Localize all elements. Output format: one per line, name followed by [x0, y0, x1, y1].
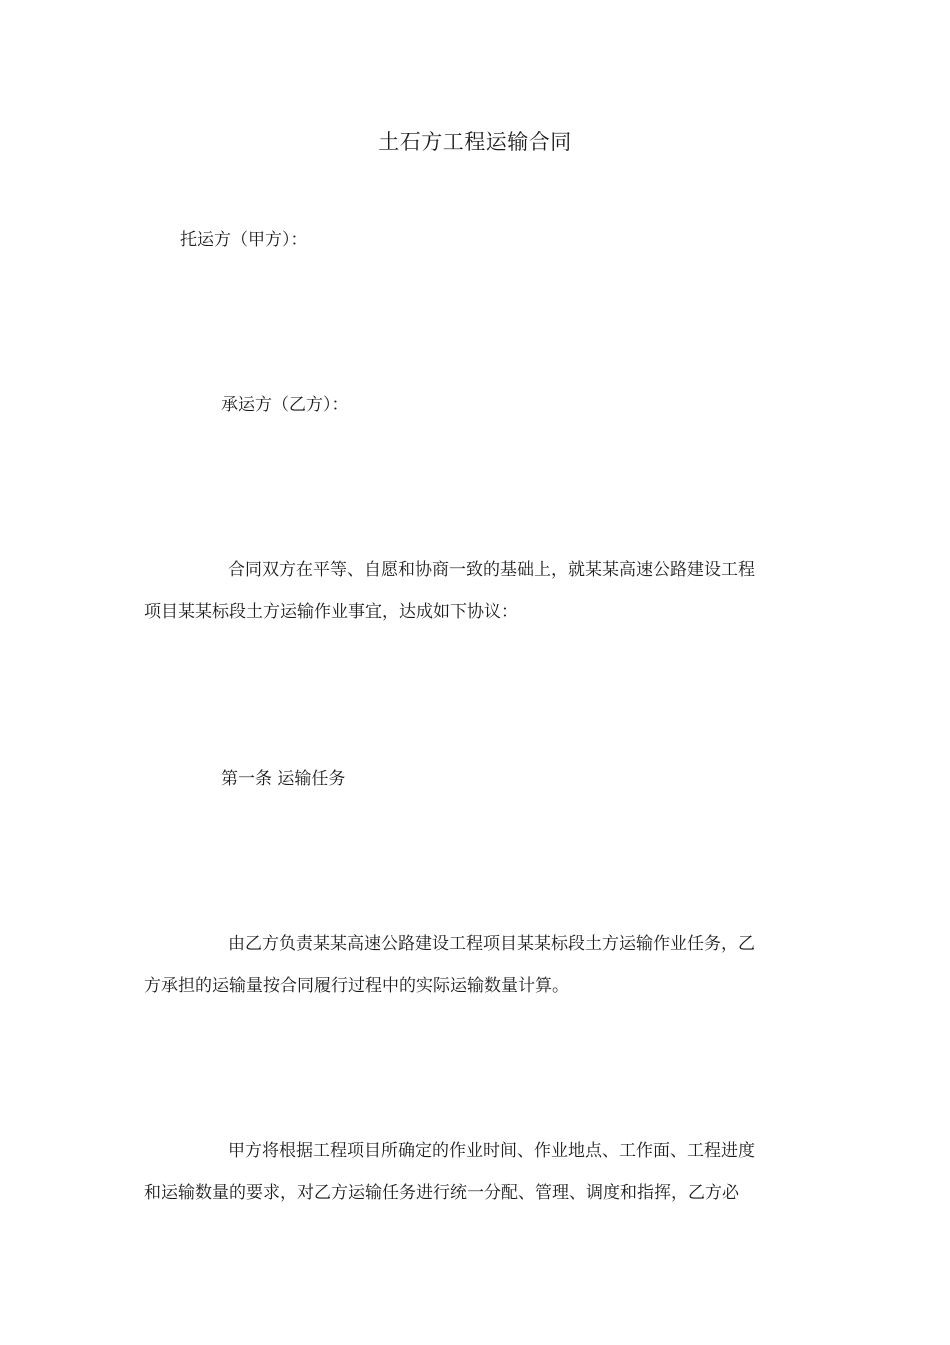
article-1-heading: 第一条 运输任务	[221, 769, 346, 789]
preamble-line: 合同双方在平等、自愿和协商一致的基础上，就某某高速公路建设工程	[228, 560, 755, 580]
party-b-label: 承运方（乙方）：	[221, 395, 349, 415]
paragraph-line: 甲方将根据工程项目所确定的作业时间、作业地点、工作面、工程进度	[228, 1141, 755, 1161]
document-title: 土石方工程运输合同	[378, 130, 572, 154]
paragraph-line: 方承担的运输量按合同履行过程中的实际运输数量计算。	[144, 976, 569, 996]
paragraph-line: 由乙方负责某某高速公路建设工程项目某某标段土方运输作业任务，乙	[228, 934, 755, 954]
preamble-line: 项目某某标段土方运输作业事宜，达成如下协议：	[144, 602, 518, 622]
paragraph-line: 和运输数量的要求，对乙方运输任务进行统一分配、管理、调度和指挥，乙方必	[144, 1183, 739, 1203]
party-a-label: 托运方（甲方）：	[180, 230, 308, 250]
